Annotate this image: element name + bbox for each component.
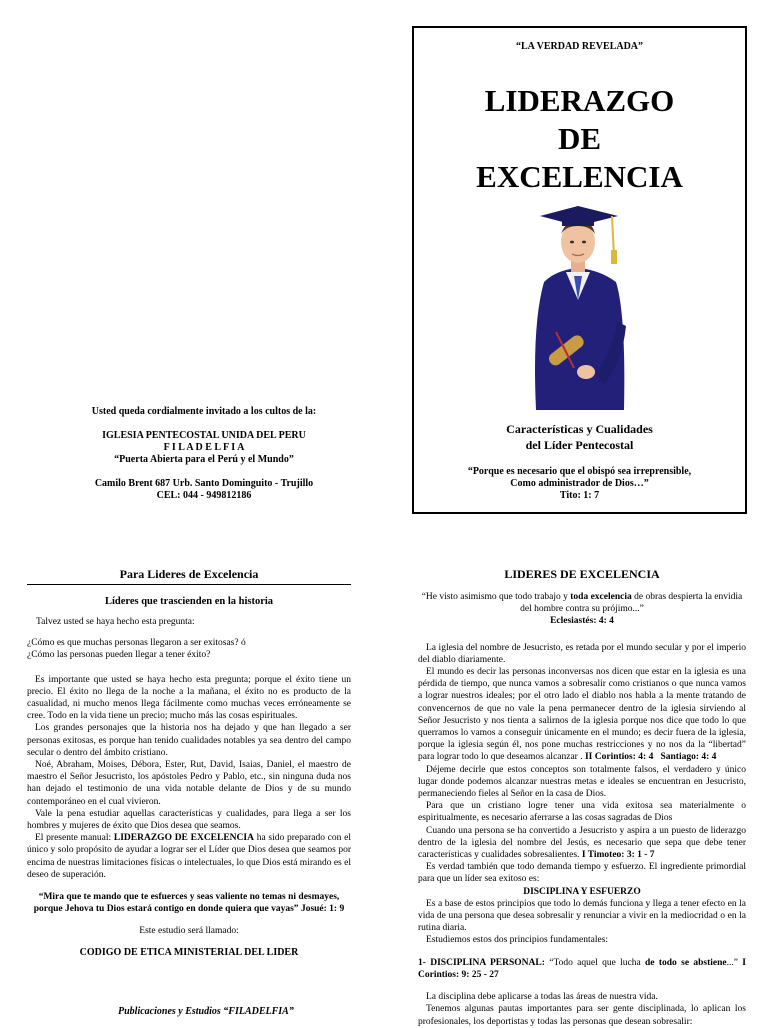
left-paragraph xyxy=(27,832,351,881)
study-intro: Este estudio será llamado: xyxy=(139,926,239,937)
left-paragraph: Los grandes personajes que la historia nos ha dejado y que han llegado a ser personas exitosas, es porque han tenido cualidades notables ya sea dentro del campo secular o dentro del ámbito cristiano. xyxy=(27,723,351,758)
left-heading: Para Lideres de Excelencia xyxy=(119,567,259,581)
scripture-ref: I Corintios: 9: 25 - 27 xyxy=(418,957,746,980)
discipline-point xyxy=(418,957,746,981)
right-verse-ref: Eclesiastés: 4: 4 xyxy=(550,616,614,627)
church-name: IGLESIA PENTECOSTAL UNIDA DEL PERU xyxy=(102,430,306,441)
cover-quote-ref: Tito: 1: 7 xyxy=(559,490,600,501)
left-subheading: Líderes que trascienden en la historia xyxy=(104,596,274,607)
church-address: Camilo Brent 687 Urb. Santo Dominguito - Trujillo xyxy=(94,478,314,489)
church-phone: CEL: 044 - 949812186 xyxy=(156,490,252,501)
text-run: toda excelencia xyxy=(570,592,632,602)
cover-subtitle-line: Características y Cualidades xyxy=(506,422,653,436)
right-paragraph: Estudiemos estos dos principios fundamentales: xyxy=(426,935,609,946)
left-paragraph: Vale la pena estudiar aquellas características y cualidades, para llega a ser los hombres y mujeres de éxito que Dios desea que seamos. xyxy=(27,808,351,832)
manual-title: LIDERAZGO DE EXCELENCIA xyxy=(113,833,254,844)
right-verse xyxy=(418,591,746,615)
scripture-ref: Santiago: 4: 4 xyxy=(660,752,717,763)
left-intro: Talvez usted se haya hecho esta pregunta: xyxy=(36,617,195,627)
right-paragraph: Déjeme decirle que estos conceptos son totalmente falsos, el verdadero y único lugar donde podemos alcanzar nuestras metas e ideales se encuentran en Jesucristo, permaneciendo fieles al Señor en la casa de Dios. xyxy=(418,764,746,800)
cover-subtitle xyxy=(414,421,745,453)
right-paragraph xyxy=(418,825,746,862)
invitation-intro: Usted queda cordialmente invitado a los cultos de la: xyxy=(91,406,317,417)
left-paragraph: Es importante que usted se haya hecho esta pregunta; porque el éxito tiene un precio. El éxito no llega de la noche a la mañana, el éxito no es producto de la casualidad, ni mucho menos llega fácilmente como muchas veces erróneamente se cree. Todo en la vida tiene un precio; mucho más las cosas espirituales. xyxy=(27,674,351,722)
text-run: “Todo aquel que lucha xyxy=(549,957,641,968)
right-paragraph: La disciplina debe aplicarse a todas las áreas de nuestra vida. xyxy=(426,992,658,1003)
study-title: CODIGO DE ETICA MINISTERIAL DEL LIDER xyxy=(79,946,299,958)
text-run: de obras despierta la envidia del hombre contra su prójimo...” xyxy=(520,592,743,615)
cover-title xyxy=(414,82,745,196)
point-label: 1- DISCIPLINA PERSONAL: xyxy=(418,957,545,968)
right-paragraph: Para que un cristiano logre tener una vida exitosa sea materialmente o espiritualmente, es necesario aferrarse a las cosas sagradas de Dios xyxy=(418,801,746,824)
text-run: ha sido preparado con el único y solo propósito de ayudar a lograr ser el Líder que Dios desea que seamos por encima de nuestras limitaciones físicas o intelectuales, lo que Dios está mirando es el deseo de superación. xyxy=(27,833,351,880)
graduate-illustration xyxy=(526,204,638,412)
right-paragraph: Es verdad también que todo demanda tiempo y esfuerzo. El ingrediente primordial para que un líder sea exitoso es: xyxy=(418,862,746,885)
right-paragraph: Es a base de estos principios que todo lo demás funciona y llega a tener efecto en la vida de una persona que desea sobresalir y renunciar a vivir en la mediocridad o en la rutina diaria. xyxy=(418,898,746,934)
right-column xyxy=(418,566,746,1028)
publisher-footer: Publicaciones y Estudios “FILADELFIA” xyxy=(118,1006,294,1017)
left-question: ¿Cómo es que muchas personas llegaron a ser exitosas? ó xyxy=(27,638,246,649)
text-run: “He visto asimismo que todo trabajo y xyxy=(421,592,568,602)
cover-quote xyxy=(424,466,735,502)
text-run: de todo se abstiene xyxy=(645,957,727,968)
verse-text: “Mira que te mando que te esfuerces y seas valiente no temas ni desmayes, porque Jehova tu Dios estará contigo en donde quiera que vayas” xyxy=(33,892,340,915)
cover-panel xyxy=(412,26,747,514)
invitation-block xyxy=(28,406,380,502)
right-heading: LIDERES DE EXCELENCIA xyxy=(504,567,660,581)
scripture-ref: II Corintios: 4: 4 xyxy=(584,752,654,763)
church-name-spaced: F I L A D E L F I A xyxy=(163,442,245,453)
heading-divider xyxy=(27,584,351,585)
left-verse xyxy=(27,891,351,915)
left-question: ¿Cómo las personas pueden llegar a tener éxito? xyxy=(27,650,211,661)
text-run: El presente manual: xyxy=(35,833,112,844)
cover-quote-line: “Porque es necesario que el obispó sea irreprensible, xyxy=(467,466,692,477)
text-run: El mundo es decir las personas inconversas nos dicen que estar en la iglesia es una pérdida de tiempo, que nunca vamos a sobresalir como cristianos o que nunca vamos a lograr nuestros ideales; por el otro lado el diablo nos habla a la mente tratando de convencernos de que no vale la pena permanecer dentro de la iglesia sirviendo al Señor Jesucristo y nos tienta a salirnos de la iglesia porque nos dice que todo lo que querramos lo vamos a conseguir únicamente en el mundo; es decir fuera de la iglesia, porque la iglesia según él, nos pone muchas restricciones y no nos da la “libertad” para lograr todo lo que deseamos alcanzar . xyxy=(418,667,746,763)
cover-motto: “LA VERDAD REVELADA” xyxy=(515,41,644,52)
verse-ref: Josué: 1: 9 xyxy=(300,904,345,915)
cover-quote-line: Como administrador de Dios…” xyxy=(510,478,649,489)
right-paragraph: Tenemos algunas pautas importantes para ser gente disciplinada, lo aplican los profesionales, los deportistas y todas las personas que desean sobresalir: xyxy=(418,1004,746,1027)
cover-subtitle-line: del Líder Pentecostal xyxy=(525,438,634,452)
church-slogan: “Puerta Abierta para el Perú y el Mundo” xyxy=(114,454,294,465)
text-run: ...” xyxy=(726,957,738,968)
left-column xyxy=(27,566,351,959)
text-run: Cuando una persona se ha convertido a Jesucristo y aspira a un puesto de liderazgo dentro de la iglesia del nombre del Jesús, es necesario que sepa que debe tener características y cualidades sobresalientes. xyxy=(418,825,746,861)
right-paragraph xyxy=(418,666,746,764)
scripture-ref: I Timoteo: 3: 1 - 7 xyxy=(581,850,655,861)
left-paragraph: Noé, Abraham, Moises, Débora, Ester, Rut, David, Isaias, Daniel, el maestro de maestro el Señor Jesucristo, los apóstoles Pedro y Pablo, etc., sin ninguna duda nos han dejado el testimonio de una vida notable delante de Dios y de su mundo contemporáneo en el cual vivieron. xyxy=(27,760,351,807)
discipline-heading: DISCIPLINA Y ESFUERZO xyxy=(523,886,641,897)
cover-title-line: DE xyxy=(557,121,602,156)
right-paragraph: La iglesia del nombre de Jesucristo, es retada por el mundo secular y por el imperio del diablo diariamente. xyxy=(418,642,746,665)
cover-title-line: LIDERAZGO xyxy=(484,83,675,118)
cover-title-line: EXCELENCIA xyxy=(476,159,683,194)
